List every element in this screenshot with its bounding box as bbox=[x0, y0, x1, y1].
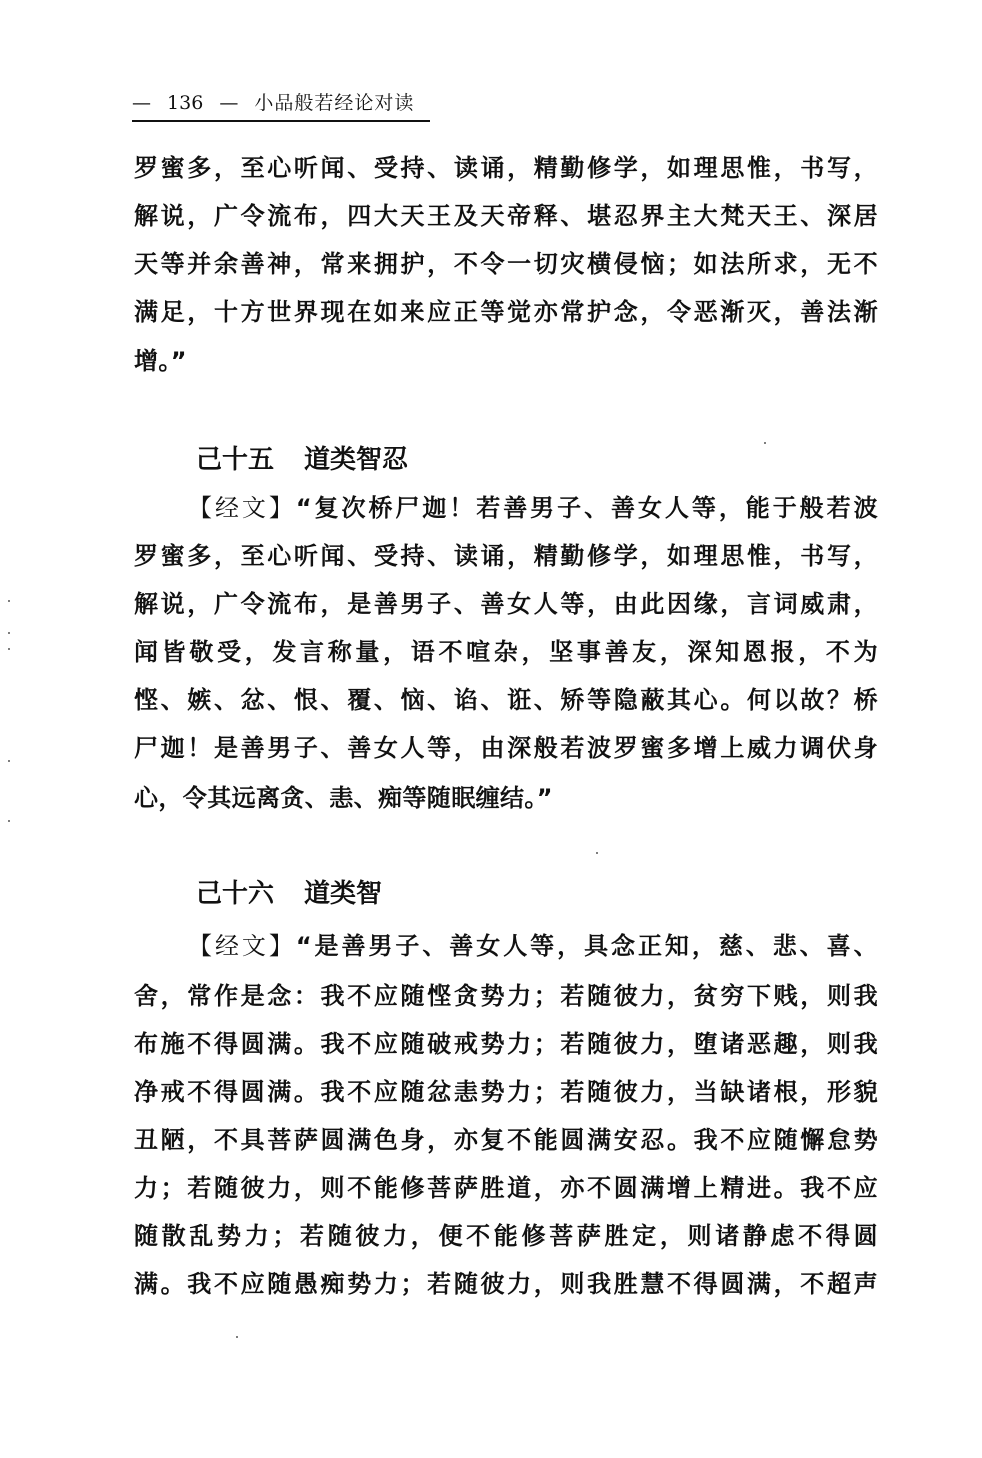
sutra-line: 随散乱势力；若随彼力，便不能修菩萨胜定，则诸静虑不得圆 bbox=[134, 1222, 878, 1250]
page-number: 136 bbox=[167, 92, 204, 114]
section-title: 道类智 bbox=[304, 879, 383, 909]
scan-speck bbox=[8, 760, 10, 762]
section-number: 己十五 bbox=[196, 445, 275, 475]
sutra-line: 布施不得圆满。我不应随破戒势力；若随彼力，堕诸恶趣，则我 bbox=[134, 1030, 878, 1058]
scan-speck bbox=[8, 820, 10, 822]
sutra-line: 罗蜜多，至心听闻、受持、读诵，精勤修学，如理思惟，书写， bbox=[134, 542, 878, 570]
section-number: 己十六 bbox=[196, 879, 275, 909]
sutra-text: “复次桥尸迦！若善男子、善女人等，能于般若波 bbox=[295, 494, 878, 522]
scan-speck bbox=[764, 442, 766, 444]
sutra-line: 净戒不得圆满。我不应随忿恚势力；若随彼力，当缺诸根，形貌 bbox=[134, 1078, 878, 1106]
sutra-text: “是善男子、善女人等，具念正知，慈、悲、喜、 bbox=[295, 932, 878, 960]
sutra-line: 丑陋，不具菩萨圆满色身，亦复不能圆满安忍。我不应随懈怠势 bbox=[134, 1126, 878, 1154]
scan-speck bbox=[8, 648, 10, 650]
intro-line: 解说，广令流布，四大天王及天帝释、堪忍界主大梵天王、深居 bbox=[134, 202, 878, 230]
sutra-line: 悭、嫉、忿、恨、覆、恼、谄、诳、矫等隐蔽其心。何以故？桥 bbox=[134, 686, 878, 714]
header-dash-left: — bbox=[132, 92, 151, 114]
sutra-line: 满。我不应随愚痴势力；若随彼力，则我胜慧不得圆满，不超声 bbox=[134, 1270, 878, 1298]
sutra-line: 心，令其远离贪、恚、痴等随眠缠结。” bbox=[134, 784, 553, 812]
sutra-line: 力；若随彼力，则不能修菩萨胜道，亦不圆满增上精进。我不应 bbox=[134, 1174, 878, 1202]
book-title: 小品般若经论对读 bbox=[254, 92, 415, 114]
sutra-line: 闻皆敬受，发言称量，语不喧杂，坚事善友，深知恩报，不为 bbox=[134, 638, 878, 666]
scan-speck bbox=[8, 600, 10, 602]
intro-line: 天等并余善神，常来拥护，不令一切灾横侵恼；如法所求，无不 bbox=[134, 250, 878, 278]
section-heading bbox=[196, 876, 382, 912]
intro-line: 罗蜜多，至心听闻、受持、读诵，精勤修学，如理思惟，书写， bbox=[134, 154, 878, 182]
sutra-line: 舍，常作是念：我不应随悭贪势力；若随彼力，贫穷下贱，则我 bbox=[134, 982, 878, 1010]
sutra-first-line bbox=[188, 930, 878, 962]
sutra-line: 尸迦！是善男子、善女人等，由深般若波罗蜜多增上威力调伏身 bbox=[134, 734, 878, 762]
sutra-first-line bbox=[188, 492, 878, 524]
running-header bbox=[132, 88, 430, 122]
intro-line: 增。” bbox=[134, 347, 187, 375]
sutra-label: 【经文】 bbox=[188, 494, 296, 522]
section-title: 道类智忍 bbox=[304, 445, 409, 475]
scan-speck bbox=[8, 632, 10, 634]
sutra-label: 【经文】 bbox=[188, 932, 296, 960]
intro-line: 满足，十方世界现在如来应正等觉亦常护念，令恶渐灭，善法渐 bbox=[134, 298, 878, 326]
sutra-line: 解说，广令流布，是善男子、善女人等，由此因缘，言词威肃， bbox=[134, 590, 878, 618]
section-heading bbox=[196, 442, 408, 478]
scan-speck bbox=[596, 852, 598, 854]
header-dash-right: — bbox=[219, 92, 239, 114]
scan-speck bbox=[236, 1336, 238, 1338]
